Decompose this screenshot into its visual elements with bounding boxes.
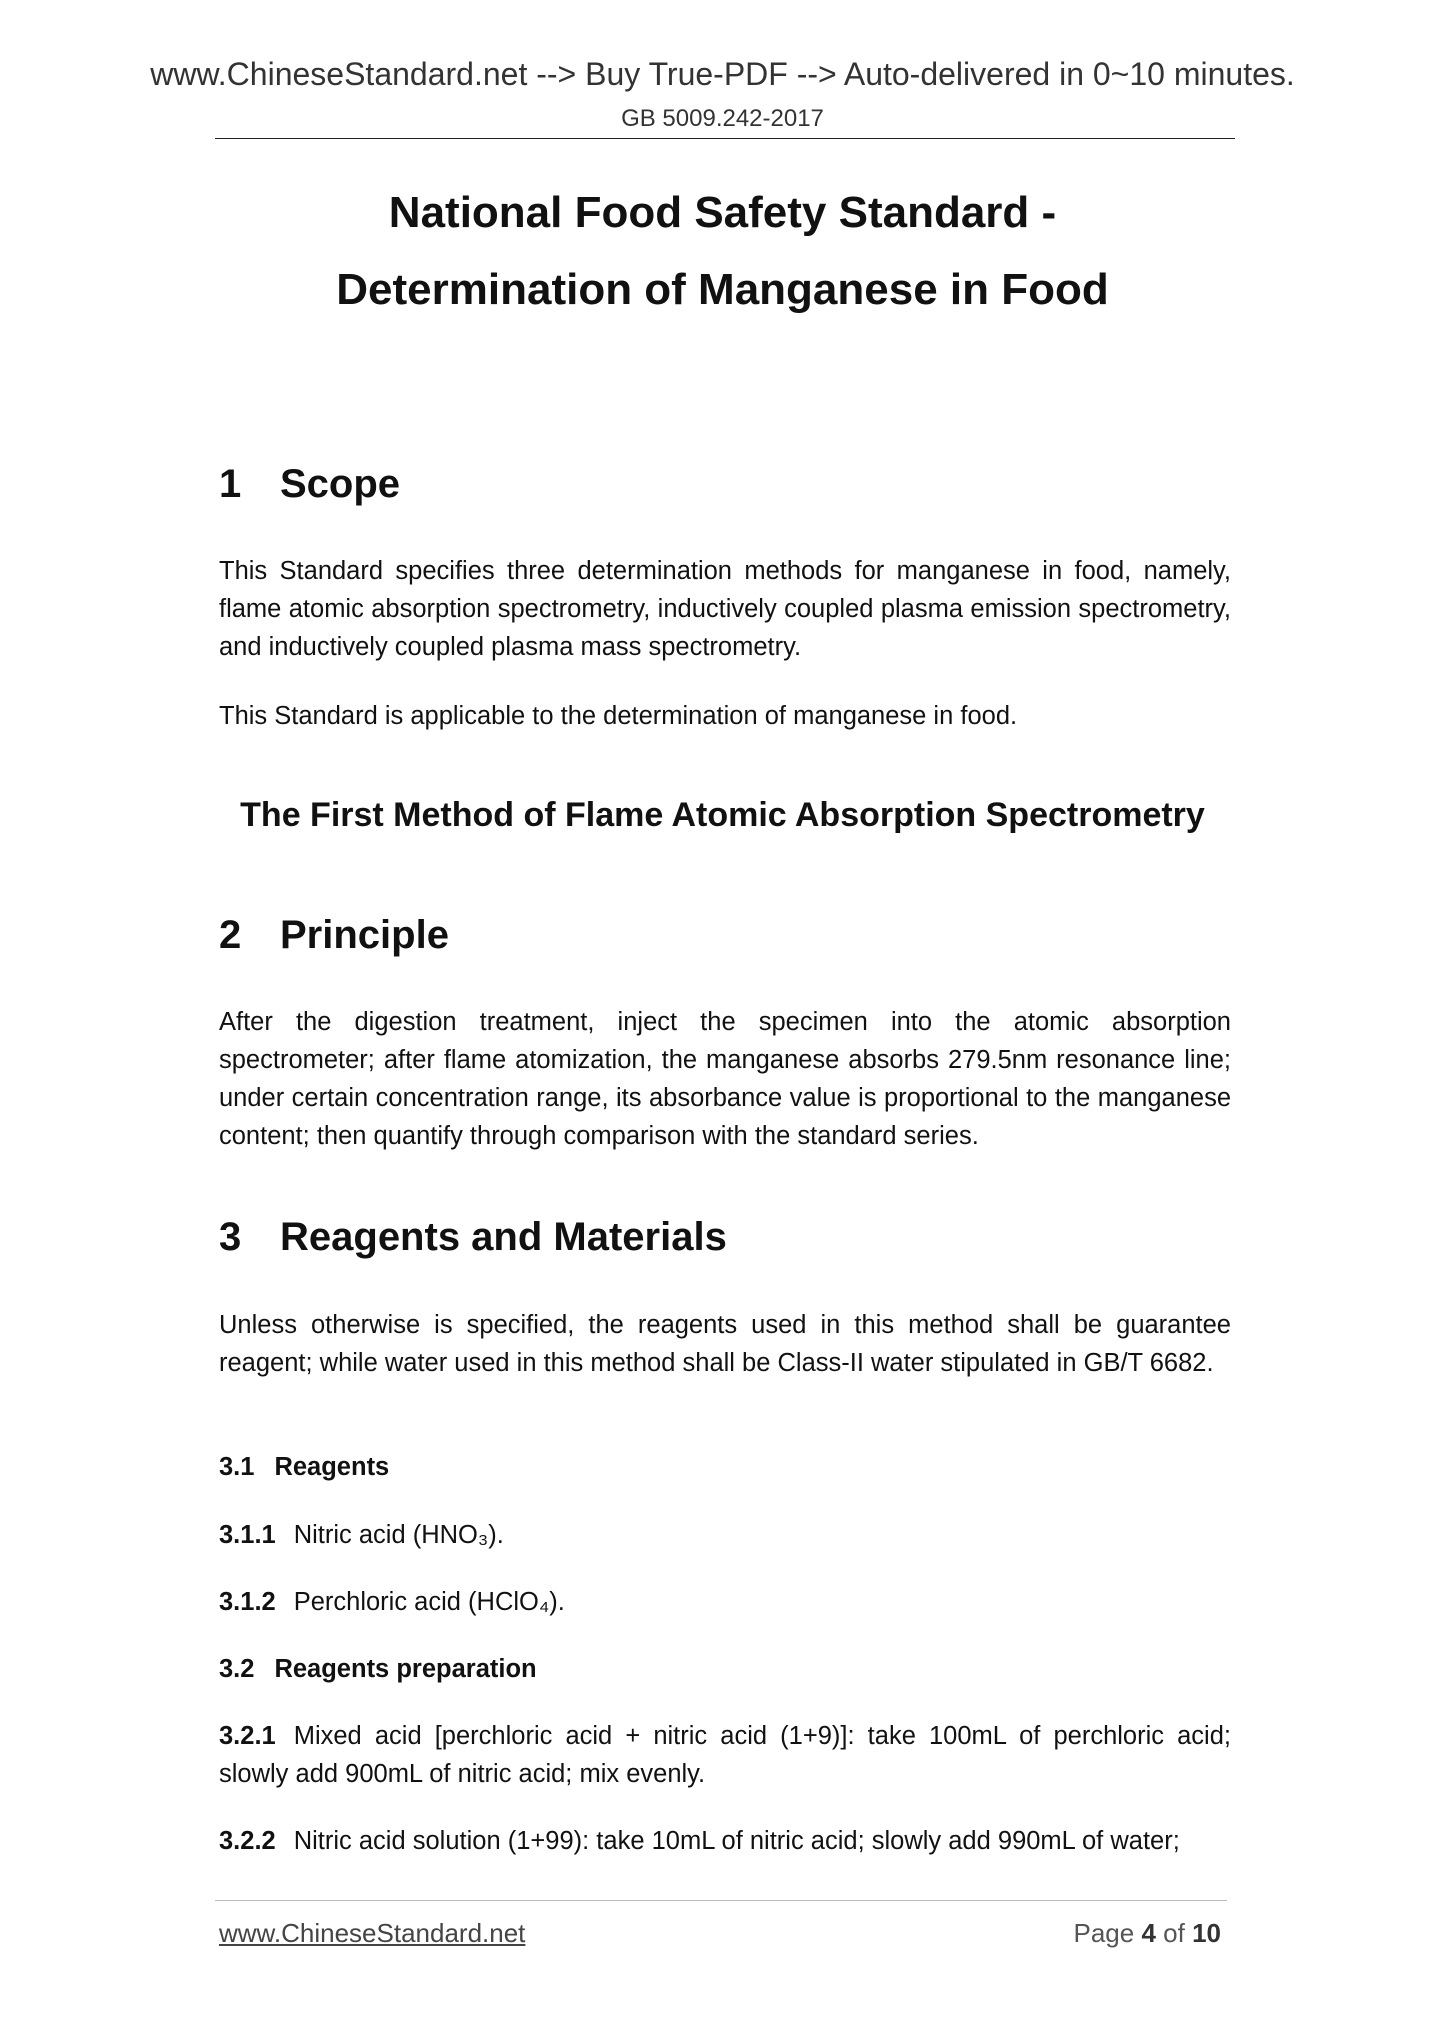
item-3-2-2: [219, 1822, 1231, 1860]
document-title-line2: Determination of Manganese in Food: [336, 265, 1109, 314]
document-title-line1: National Food Safety Standard -: [388, 188, 1057, 237]
header-banner: www.ChineseStandard.net --> Buy True-PDF --> Auto-delivered in 0~10 minutes.: [150, 56, 1295, 92]
item-3-1-2: [219, 1583, 565, 1621]
standard-code: GB 5009.242-2017: [621, 105, 824, 132]
section-number: 1: [219, 462, 242, 506]
page-prefix: Page: [1073, 1918, 1135, 1948]
footer-website-link[interactable]: www.ChineseStandard.net: [219, 1918, 526, 1948]
item-text: Nitric acid solution (1+99): take 10mL of nitric acid; slowly add 990mL of water;: [293, 1827, 1180, 1855]
page-current: 4: [1141, 1918, 1156, 1948]
subsection-title: Reagents: [274, 1453, 390, 1481]
header-divider: [215, 138, 1235, 139]
item-text: Nitric acid (HNO₃).: [293, 1521, 504, 1549]
page-of: of: [1163, 1918, 1185, 1948]
item-3-2-1: [219, 1717, 1231, 1793]
item-text: Mixed acid [perchloric acid + nitric acid (1+9)]: take 100mL of perchloric acid; slowly add 900mL of nitric acid; mix evenly.: [219, 1722, 1231, 1788]
page-total: 10: [1192, 1918, 1221, 1948]
section-number: 3: [219, 1215, 242, 1259]
item-text: Perchloric acid (HClO₄).: [293, 1588, 565, 1616]
scope-paragraph-2: This Standard is applicable to the determination of manganese in food.: [219, 702, 1018, 730]
page-indicator: [1073, 1918, 1221, 1949]
section-heading-reagents: [219, 1215, 727, 1260]
item-3-1-1: [219, 1516, 504, 1554]
item-number: 3.2.1: [219, 1722, 276, 1750]
scope-paragraph-1: This Standard specifies three determination methods for manganese in food, namely, flame atomic absorption spectrometry, inductively coupled plasma emission spectrometry, and inductively coupled plasma mass spectrometry.: [219, 557, 1231, 661]
section-number: 2: [219, 913, 242, 957]
section-title: Scope: [280, 462, 401, 506]
footer-divider: [215, 1900, 1227, 1901]
subsection-3-1: [219, 1448, 389, 1486]
section-heading-scope: [219, 462, 400, 507]
subsection-title: Reagents preparation: [274, 1655, 537, 1683]
section-title: Reagents and Materials: [280, 1215, 727, 1259]
reagents-paragraph: Unless otherwise is specified, the reagents used in this method shall be guarantee reagent; while water used in this method shall be Class-II water stipulated in GB/T 6682.: [219, 1311, 1231, 1377]
section-title: Principle: [280, 913, 449, 957]
subsection-3-2: [219, 1650, 537, 1688]
item-number: 3.1.2: [219, 1588, 276, 1616]
subsection-number: 3.1: [219, 1453, 255, 1481]
item-number: 3.2.2: [219, 1827, 276, 1855]
principle-paragraph: After the digestion treatment, inject the specimen into the atomic absorption spectrometer; after flame atomization, the manganese absorbs 279.5nm resonance line; under certain concentration range, its absorbance value is proportional to the manganese content; then quantify through comparison with the standard series.: [219, 1008, 1231, 1150]
item-number: 3.1.1: [219, 1521, 276, 1549]
method-heading: The First Method of Flame Atomic Absorption Spectrometry: [240, 796, 1205, 834]
subsection-number: 3.2: [219, 1655, 255, 1683]
section-heading-principle: [219, 913, 449, 958]
